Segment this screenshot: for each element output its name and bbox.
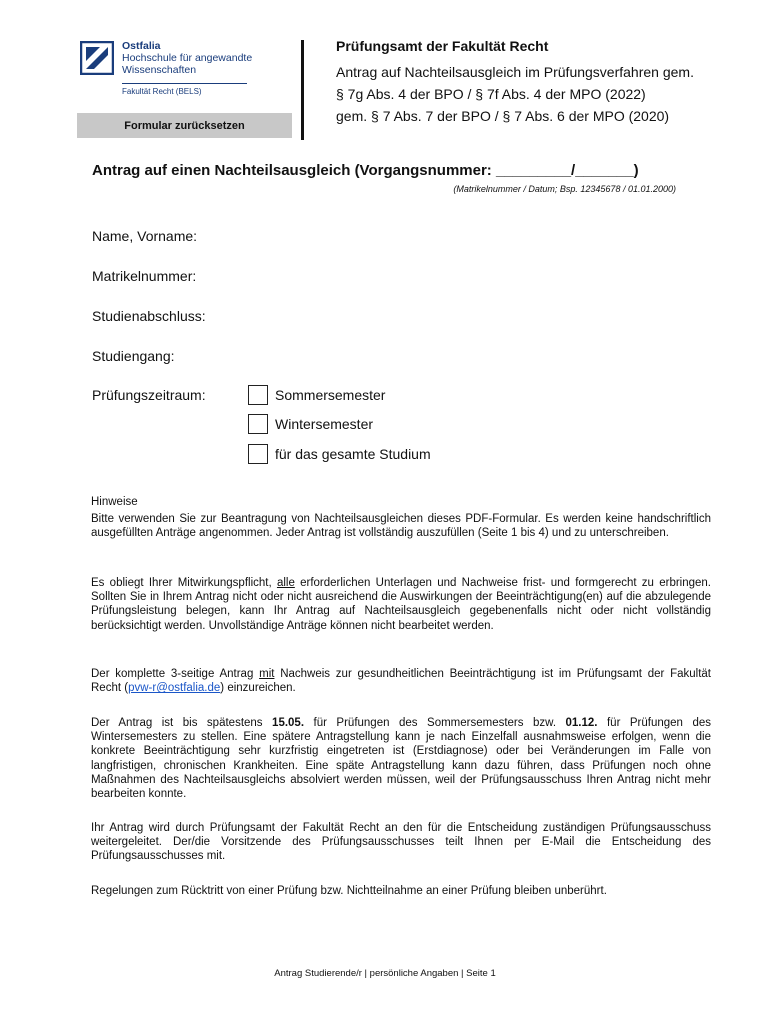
hint-paragraph-4: Der Antrag ist bis spätestens 15.05. für Prüfungen des Sommersemesters bzw. 01.12. für Prüfungen des Wintersemesters zu stellen. Eine spätere Antragstellung kann je nach Einzelfall ausnahmsweise erfolgen, wenn die konkrete Beeinträchtigung sehr kurzfristig eingetreten ist (Erstdiagnose) oder bei Veränderungen im Falle von langfristigen, chronischen Krankheiten. Eine späte Antragstellung kann dazu führen, dass Prüfungen noch ohne Maßnahmen des Nachteilsausgleichs absolviert werden müssen, weil der Prüfungsausschuss Ihren Antrag nicht mehr bearbeiten konnte. [91, 717, 711, 801]
form-title: Antrag auf einen Nachteilsausgleich (Vorgangsnummer: _________/_______) [92, 162, 639, 179]
header-line-2: § 7g Abs. 4 der BPO / § 7f Abs. 4 der MPO (2022) [336, 86, 646, 102]
sommersemester-checkbox[interactable] [248, 385, 268, 405]
hint-paragraph-5: Ihr Antrag wird durch Prüfungsamt der Fakultät Recht an den für die Entscheidung zuständigen Prüfungsausschuss weitergeleitet. Der/die Vorsitzende des Prüfungsausschusses teilt Ihnen per E-Mail die Entscheidung des Prüfungsausschusses mit. [91, 822, 711, 863]
logo-faculty: Fakultät Recht (BELS) [122, 87, 202, 96]
header-divider [301, 40, 304, 140]
logo-divider [122, 83, 247, 84]
logo-text [122, 40, 252, 76]
ostfalia-logo-icon [80, 41, 114, 75]
logo-line1: Hochschule für angewandte [122, 52, 253, 64]
gesamtes-studium-checkbox[interactable] [248, 444, 268, 464]
hints-heading: Hinweise [91, 496, 138, 508]
wintersemester-checkbox[interactable] [248, 414, 268, 434]
studiengang-field-label: Studiengang: [92, 348, 175, 364]
hint-paragraph-2: Es obliegt Ihrer Mitwirkungspflicht, alle erforderlichen Unterlagen und Nachweise frist- und formgerecht zu erbringen. Sollten Sie in Ihrem Antrag nicht oder nicht ausreichend die Auswirkungen der Beeinträchtigung(en) auf die abzulegende Prüfungsleistung belegen, kann Ihr Antrag auf Nachteilsausgleich gegebenenfalls nicht oder nicht vollständig berücksichtigt werden. Unvollständige Anträge können nicht bearbeitet werden. [91, 577, 711, 632]
hint-paragraph-1: Bitte verwenden Sie zur Beantragung von Nachteilsausgleichen dieses PDF-Formular. Es werden keine handschriftlich ausgefüllten Anträge angenommen. Jeder Antrag ist vollständig auszufüllen (Seite 1 bis 4) und zu unterschreiben. [91, 513, 711, 540]
logo-line2: Wissenschaften [122, 64, 197, 76]
abschluss-field-label: Studienabschluss: [92, 308, 206, 324]
matrikel-field-label: Matrikelnummer: [92, 268, 197, 284]
header-line-3: gem. § 7 Abs. 7 der BPO / § 7 Abs. 6 der MPO (2020) [336, 108, 670, 124]
email-link[interactable]: pvw-r@ostfalia.de [128, 682, 221, 695]
logo-brand: Ostfalia [122, 40, 161, 52]
page-footer: Antrag Studierende/r | persönliche Angaben | Seite 1 [274, 968, 496, 979]
name-field-label: Name, Vorname: [92, 228, 198, 244]
hint-paragraph-6: Regelungen zum Rücktritt von einer Prüfung bzw. Nichtteilnahme an einer Prüfung bleiben unberührt. [91, 885, 607, 897]
gesamtes-studium-label: für das gesamte Studium [275, 446, 431, 462]
zeitraum-field-label: Prüfungszeitraum: [92, 387, 206, 403]
hint-paragraph-3: Der komplette 3-seitige Antrag mit Nachweis zur gesundheitlichen Beeinträchtigung ist im Prüfungsamt der Fakultät Recht (pvw-r@ostfalia.de) einzureichen. [91, 668, 712, 695]
office-title: Prüfungsamt der Fakultät Recht [336, 38, 549, 54]
header-line-1: Antrag auf Nachteilsausgleich im Prüfungsverfahren gem. [336, 64, 694, 80]
wintersemester-label: Wintersemester [275, 416, 374, 432]
reset-form-button[interactable]: Formular zurücksetzen [77, 113, 292, 138]
sommersemester-label: Sommersemester [275, 387, 386, 403]
form-title-hint: (Matrikelnummer / Datum; Bsp. 12345678 / 01.01.2000) [453, 184, 676, 194]
